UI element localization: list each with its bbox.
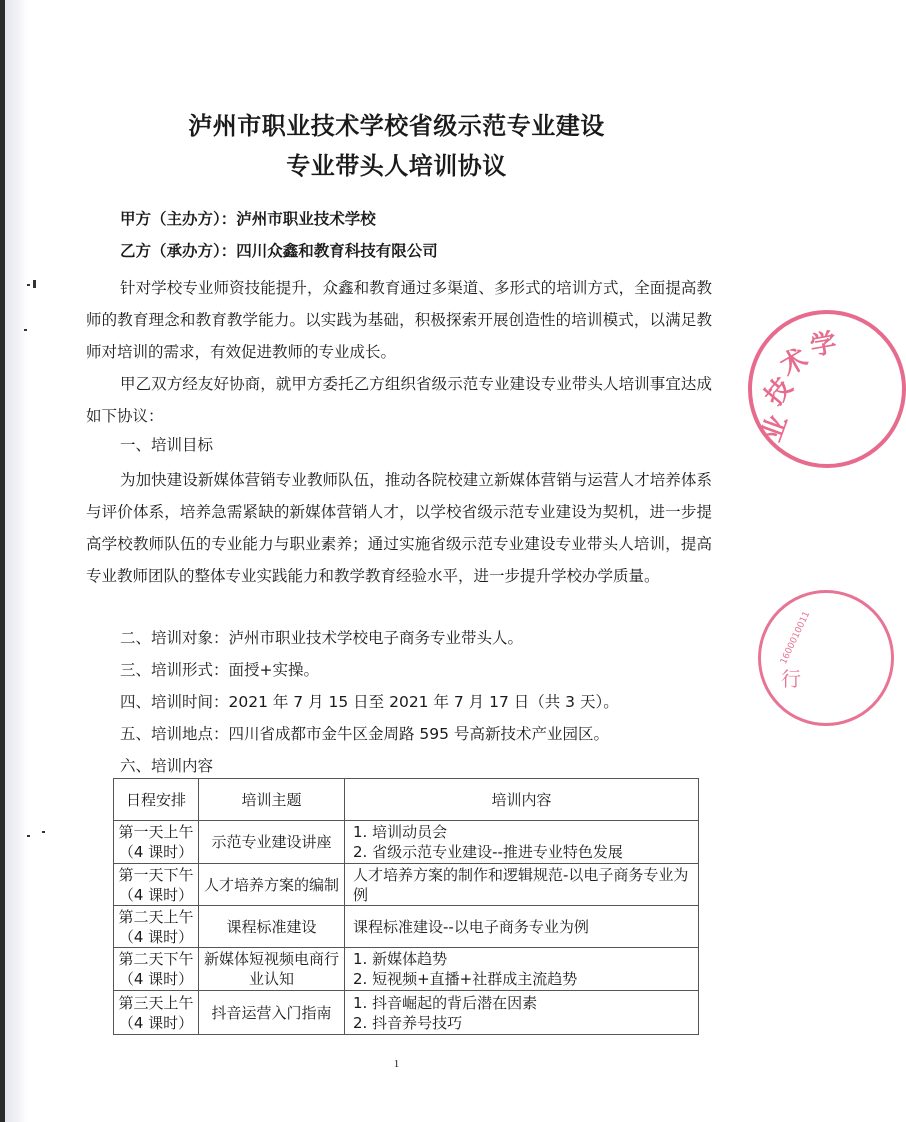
schedule-day: 第一天下午 bbox=[118, 865, 194, 884]
party-b: 乙方（承办方）：四川众鑫和教育科技有限公司 bbox=[120, 242, 438, 260]
topic-cell: 抖音运营入门指南 bbox=[199, 991, 345, 1035]
section1-heading: 一、培训目标 bbox=[120, 436, 214, 454]
content-cell bbox=[345, 864, 699, 906]
header-topic: 培训主题 bbox=[199, 779, 345, 821]
topic-cell: 新媒体短视频电商行业认知 bbox=[199, 948, 345, 991]
school-seal-stamp: 业 技 术 学 bbox=[748, 310, 906, 468]
scan-speck bbox=[24, 329, 27, 331]
content-item: 课程标准建设--以电子商务专业为例 bbox=[353, 917, 589, 936]
content-item: 1. 新媒体趋势 bbox=[353, 950, 448, 968]
section5-location: 五、培训地点：四川省成都市金牛区金周路 595 号高新技术产业园区。 bbox=[120, 725, 609, 743]
agreement-paragraph: 甲乙双方经友好协商，就甲方委托乙方组织省级示范专业建设专业带头人培训事宜达成如下协议： bbox=[86, 375, 712, 425]
table-row bbox=[114, 991, 699, 1035]
content-item: 1. 培训动员会 bbox=[353, 823, 448, 841]
content-cell bbox=[345, 948, 699, 991]
scan-speck bbox=[27, 835, 30, 837]
section4-time: 四、培训时间：2021 年 7 月 15 日至 2021 年 7 月 17 日（共 3 天）。 bbox=[120, 693, 619, 711]
company-seal-stamp: 1600010011 行 bbox=[758, 590, 894, 726]
table-header-row bbox=[114, 779, 699, 821]
table-row bbox=[114, 821, 699, 864]
schedule-hours: （4 课时） bbox=[118, 885, 194, 904]
document-title-line2: 专业带头人培训协议 bbox=[286, 152, 507, 180]
topic-cell: 课程标准建设 bbox=[199, 906, 345, 948]
scan-speck bbox=[42, 831, 45, 833]
topic-cell: 示范专业建设讲座 bbox=[199, 821, 345, 864]
scan-speck bbox=[33, 280, 36, 288]
schedule-day: 第二天下午 bbox=[118, 950, 194, 968]
header-content: 培训内容 bbox=[345, 779, 699, 821]
schedule-hours: （4 课时） bbox=[118, 843, 194, 861]
schedule-day: 第二天上午 bbox=[118, 907, 194, 926]
schedule-cell bbox=[114, 864, 199, 906]
content-cell bbox=[345, 906, 699, 948]
schedule-cell bbox=[114, 991, 199, 1035]
table-row bbox=[114, 948, 699, 991]
schedule-table bbox=[113, 778, 699, 1035]
topic-cell: 人才培养方案的编制 bbox=[199, 864, 345, 906]
schedule-hours: （4 课时） bbox=[118, 927, 194, 946]
section6-heading: 六、培训内容 bbox=[120, 757, 214, 775]
section2-target: 二、培训对象：泸州市职业技术学校电子商务专业带头人。 bbox=[120, 629, 524, 647]
schedule-hours: （4 课时） bbox=[118, 970, 194, 988]
schedule-cell bbox=[114, 948, 199, 991]
schedule-day: 第三天上午 bbox=[118, 993, 194, 1012]
content-item: 1. 抖音崛起的背后潜在因素 bbox=[353, 993, 538, 1012]
section1-paragraph: 为加快建设新媒体营销专业教师队伍，推动各院校建立新媒体营销与运营人才培养体系与评价体系，培养急需紧缺的新媒体营销人才，以学校省级示范专业建设为契机，进一步提高学校教师队伍的专业能力与职业素养；通过实施省级示范专业建设专业带头人培训，提高专业教师团队的整体专业实践能力和教学教育经验水平，进一步提升学校办学质量。 bbox=[86, 471, 712, 585]
scan-speck bbox=[27, 284, 30, 286]
party-a: 甲方（主办方）：泸州市职业技术学校 bbox=[120, 210, 376, 228]
page-number: 1 bbox=[393, 1058, 400, 1070]
table-row bbox=[114, 864, 699, 906]
schedule-day: 第一天上午 bbox=[118, 823, 194, 841]
content-cell bbox=[345, 991, 699, 1035]
section3-format: 三、培训形式：面授+实操。 bbox=[120, 661, 319, 679]
intro-paragraph: 针对学校专业师资技能提升，众鑫和教育通过多渠道、多形式的培训方式，全面提高教师的教育理念和教育教学能力。以实践为基础，积极探索开展创造性的培训模式，以满足教师对培训的需求，有效促进教师的专业成长。 bbox=[86, 279, 712, 361]
content-item: 人才培养方案的制作和逻辑规范-以电子商务专业为例 bbox=[353, 865, 689, 904]
schedule-cell bbox=[114, 821, 199, 864]
content-cell bbox=[345, 821, 699, 864]
content-item: 2. 抖音养号技巧 bbox=[353, 1013, 463, 1032]
content-item: 2. 短视频+直播+社群成主流趋势 bbox=[353, 970, 578, 988]
document-title-line1: 泸州市职业技术学校省级示范专业建设 bbox=[188, 112, 605, 140]
header-schedule: 日程安排 bbox=[114, 779, 199, 821]
table-row bbox=[114, 906, 699, 948]
content-item: 2. 省级示范专业建设--推进专业特色发展 bbox=[353, 843, 623, 861]
schedule-cell bbox=[114, 906, 199, 948]
schedule-hours: （4 课时） bbox=[118, 1013, 194, 1032]
